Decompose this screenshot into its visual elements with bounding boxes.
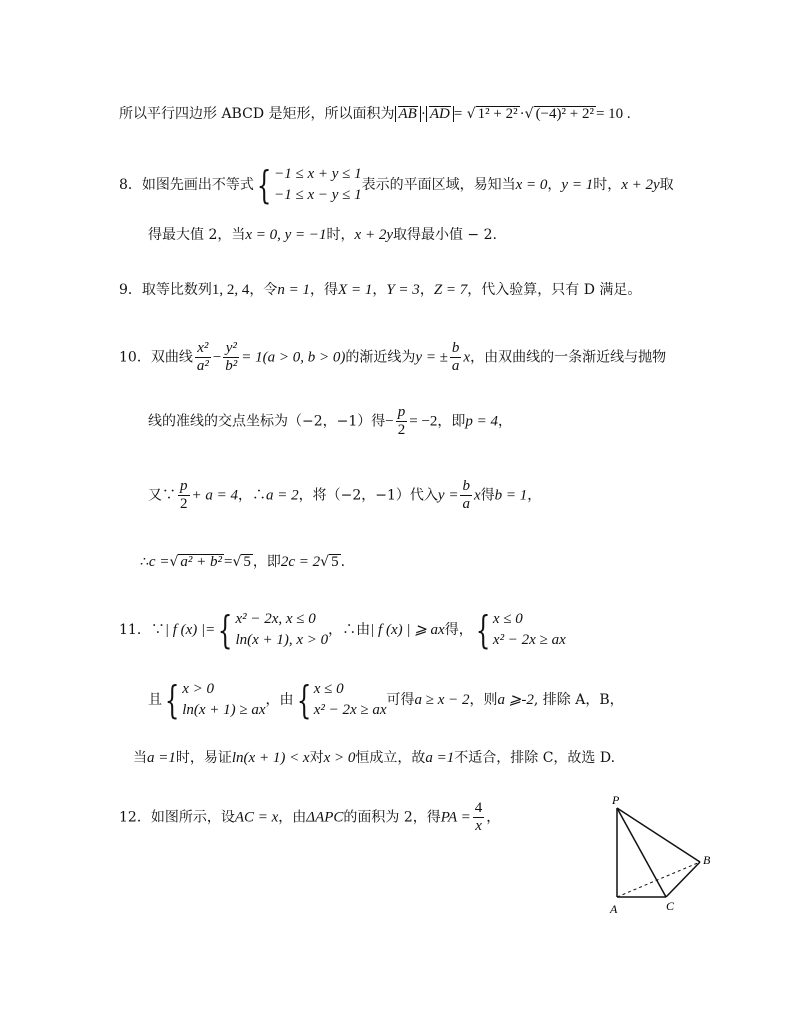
denominator: 2 xyxy=(397,422,406,438)
cond: x > 0 xyxy=(182,681,214,697)
equals: = xyxy=(453,106,463,122)
denominator: a xyxy=(451,358,460,374)
cond: ln(x + 1) ≥ ax xyxy=(182,702,266,718)
text: ，由 xyxy=(265,692,294,708)
denominator: b² xyxy=(225,358,238,374)
math: PA = xyxy=(440,809,471,826)
math: 2c = 2 xyxy=(280,554,321,570)
cond-2: x² − 2x ≥ ax xyxy=(492,632,566,648)
fraction xyxy=(178,478,190,513)
text: ， xyxy=(498,413,513,430)
p10-line-2 xyxy=(148,404,512,439)
numerator: b xyxy=(451,340,460,356)
text: ，则 xyxy=(469,692,498,708)
text: ， xyxy=(419,282,434,298)
case-2: ln(x + 1), x > 0 xyxy=(235,632,329,648)
math: X = 1 xyxy=(338,282,373,298)
math: − xyxy=(385,413,394,430)
numerator: p xyxy=(397,404,406,420)
fraction xyxy=(460,478,472,513)
math: y = xyxy=(437,487,459,504)
denominator: a xyxy=(462,496,470,512)
fraction xyxy=(473,800,485,835)
dot-2: · xyxy=(519,106,525,122)
sqrt xyxy=(178,554,224,570)
system xyxy=(314,679,387,721)
text: ，∴由 xyxy=(328,622,371,638)
dot: · xyxy=(420,106,426,122)
p11-line-3 xyxy=(133,751,615,766)
result: = 10 . xyxy=(595,106,631,122)
text: . xyxy=(340,554,346,570)
piecewise xyxy=(235,609,328,651)
math: | f (x) | ⩾ ax xyxy=(370,622,445,638)
system xyxy=(182,679,265,721)
numerator: x² xyxy=(195,340,211,358)
math: x = 0 xyxy=(515,177,548,193)
sqrt xyxy=(241,554,253,570)
p8-text: 取得最小值 − 2. xyxy=(392,227,497,243)
fraction xyxy=(223,340,239,375)
p8-text-1: 表示的平面区域，易知当 xyxy=(361,177,516,193)
math: x = 0, y = −1 xyxy=(245,227,327,243)
vector-ab: AB xyxy=(398,106,417,122)
p9-line xyxy=(119,283,641,298)
text: ，由 xyxy=(278,809,307,826)
math: AC = x xyxy=(234,809,279,826)
edge-pc xyxy=(617,808,666,897)
tetrahedron-figure xyxy=(600,790,720,920)
math: a ≥ x − 2 xyxy=(414,692,470,708)
left-brace: { xyxy=(256,163,272,207)
text: ，即 xyxy=(252,554,281,570)
radicand: a² + b² xyxy=(180,554,222,570)
text: 不适合，排除 C，故选 D. xyxy=(454,750,616,766)
p8-text-3: 取 xyxy=(659,177,674,193)
text: ∴ xyxy=(140,554,149,570)
cond-1: x ≤ 0 xyxy=(492,611,523,627)
p10-line-4: ∴c =√ a² + b² =√ 5 ，即2c = 2√ 5 . xyxy=(140,554,346,570)
p7-text: 所以平行四边形 ABCD 是矩形，所以面积为 xyxy=(119,106,395,122)
math: = xyxy=(224,554,233,570)
text: ， xyxy=(527,487,542,504)
math: = −2 xyxy=(409,413,438,430)
text: ，∴ xyxy=(238,487,266,504)
cond: x² − 2x ≥ ax xyxy=(313,702,387,718)
math: ΔAPC xyxy=(306,809,344,826)
denominator: 2 xyxy=(180,496,188,512)
edge-pb xyxy=(617,808,700,862)
sep: ， xyxy=(547,177,562,193)
math: y = 1 xyxy=(561,177,594,193)
left-brace: { xyxy=(296,678,311,722)
text: ，代入验算，只有 D 满足。 xyxy=(467,282,642,298)
text: 对 xyxy=(309,750,324,766)
math: p = 4 xyxy=(465,413,499,430)
p11-prefix: 11．∵ xyxy=(119,622,165,638)
p11-line-2 xyxy=(148,679,624,721)
text: 恒成立，故 xyxy=(355,750,426,766)
denominator: x xyxy=(475,818,482,834)
radicand: 5 xyxy=(243,554,251,570)
denominator: a² xyxy=(196,358,209,374)
numerator: b xyxy=(462,478,470,494)
cond: x ≤ 0 xyxy=(313,681,344,697)
system xyxy=(493,609,566,651)
left-brace: { xyxy=(218,608,233,652)
math: x + 2y xyxy=(621,177,660,193)
text: 当 xyxy=(133,750,147,766)
text: ，即 xyxy=(437,413,466,430)
math: Z = 7 xyxy=(433,282,468,298)
abs-ad xyxy=(426,106,454,122)
math: x xyxy=(473,487,481,504)
left-brace: { xyxy=(475,608,491,652)
radicand: 5 xyxy=(331,554,339,570)
abs-ab xyxy=(395,106,421,122)
text: , 排除 A，B， xyxy=(533,692,624,708)
text: ，令 xyxy=(249,282,278,298)
sqrt-1 xyxy=(476,106,520,122)
p10-line-3 xyxy=(148,478,541,513)
p10-line-1 xyxy=(119,340,666,375)
inequality-2: −1 ≤ x − y ≤ 1 xyxy=(274,187,362,203)
minus: − xyxy=(212,349,222,366)
radicand-2: (−4)² + 2² xyxy=(535,106,594,122)
text: 得， xyxy=(444,622,473,638)
p7-line: 所以平行四边形 ABCD 是矩形，所以面积为 AB · AD = √ 1² + 2² ·√ (−4)² + 2² = 10 . xyxy=(119,106,631,122)
text: ，将（−2，−1）代入 xyxy=(298,487,438,504)
text: 的渐近线为 xyxy=(345,349,416,366)
inequality-system xyxy=(274,164,362,206)
text: 线的准线的交点坐标为（−2，−1）得 xyxy=(148,413,386,430)
math: c = xyxy=(148,554,170,570)
text: ， xyxy=(372,282,387,298)
text: 可得 xyxy=(386,692,415,708)
p8-text: 得最大值 2，当 xyxy=(148,227,246,243)
text: 且 xyxy=(148,692,162,708)
text: ，得 xyxy=(310,282,339,298)
p8-prefix: 8．如图先画出不等式 xyxy=(119,177,254,193)
text: ， xyxy=(486,809,501,826)
numerator: y² xyxy=(223,340,239,358)
text: 时，易证 xyxy=(175,750,232,766)
numerator: 4 xyxy=(474,800,483,816)
math: x + 2y xyxy=(354,227,393,243)
text: 又∵ xyxy=(148,487,176,504)
label-c: C xyxy=(666,899,675,913)
edge-ab-hidden xyxy=(617,862,700,897)
p8-text: 时， xyxy=(326,227,355,243)
math: x xyxy=(463,349,471,366)
math: y = ± xyxy=(415,349,448,366)
math: x > 0 xyxy=(323,750,356,766)
fraction xyxy=(195,340,211,375)
p8-text-2: 时， xyxy=(593,177,622,193)
math: 1, 2, 4 xyxy=(211,282,250,298)
math: a =1 xyxy=(425,750,455,766)
numerator: p xyxy=(180,478,188,494)
left-brace: { xyxy=(164,678,180,722)
math: b = 1 xyxy=(494,487,528,504)
math: = 1(a > 0, b > 0) xyxy=(241,349,346,366)
radicand-1: 1² + 2² xyxy=(477,106,518,122)
label-b: B xyxy=(703,853,711,867)
fraction xyxy=(450,340,462,375)
edge-cb xyxy=(666,862,700,897)
text: ，由双曲线的一条渐近线与抛物 xyxy=(470,349,667,366)
p8-line-2 xyxy=(148,228,497,243)
math: a ⩾-2 xyxy=(497,692,534,708)
text: 的面积为 2，得 xyxy=(343,809,441,826)
p9-prefix: 9．取等比数列 xyxy=(119,282,212,298)
case-1: x² − 2x, x ≤ 0 xyxy=(235,611,316,627)
math: + a = 4 xyxy=(191,487,238,504)
p8-line-1 xyxy=(119,164,674,206)
math: | f (x) |= xyxy=(164,622,216,638)
math: a =1 xyxy=(147,750,176,766)
text: 得 xyxy=(480,487,495,504)
label-p: P xyxy=(612,793,620,807)
vector-ad: AD xyxy=(429,106,450,122)
math: ln(x + 1) < x xyxy=(231,750,310,766)
label-a: A xyxy=(610,902,618,916)
math: n = 1 xyxy=(277,282,311,298)
fraction xyxy=(396,404,408,439)
inequality-1: −1 ≤ x + y ≤ 1 xyxy=(274,166,362,182)
p12-line xyxy=(119,800,500,835)
math: a = 2 xyxy=(266,487,299,504)
sqrt xyxy=(329,554,341,570)
p11-line-1 xyxy=(119,609,566,651)
p12-prefix: 12．如图所示，设 xyxy=(119,809,235,826)
p10-prefix: 10．双曲线 xyxy=(119,349,193,366)
sqrt-2 xyxy=(534,106,596,122)
math: Y = 3 xyxy=(386,282,420,298)
